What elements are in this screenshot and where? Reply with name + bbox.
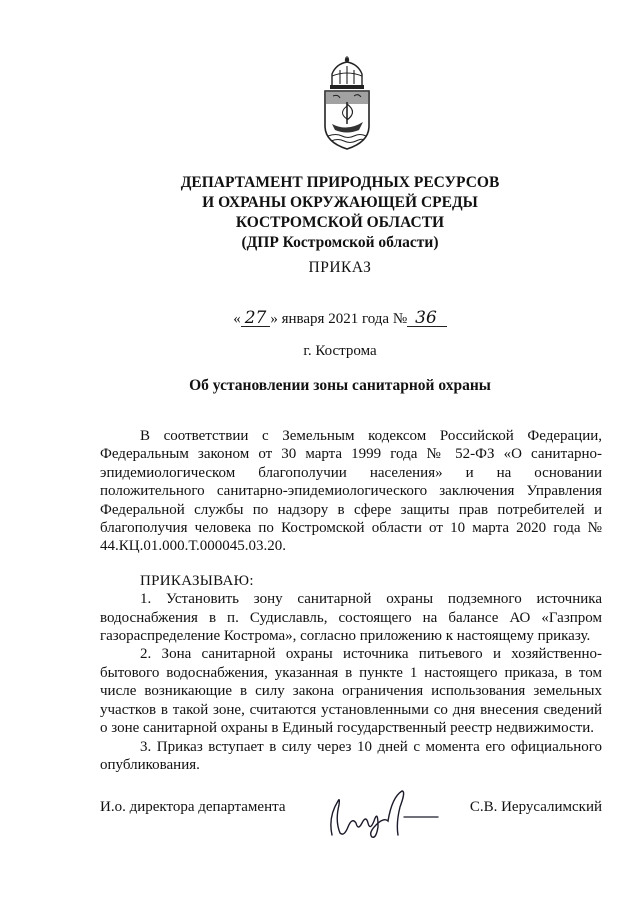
handwritten-day: 27 (241, 310, 271, 327)
open-quote: « (233, 311, 241, 327)
handwritten-order-number: 36 (407, 310, 447, 327)
organization-line-3: КОСТРОМСКОЙ ОБЛАСТИ (235, 214, 445, 231)
signatory-position: И.о. директора департамента (100, 799, 286, 815)
preamble-paragraph: В соответствии с Земельным кодексом Российской Федерации, Федеральным законом от 30 марта 1999 года № 52-ФЗ «О санитарно-эпидемиологическом благополучии населения» и на основании положительного санитарно-эпидемиологического заключения Управления Федеральной службы по надзору в сфере защиты прав потребителей и благополучия человека по Костромской области от 10 марта 2020 года № 44.КЦ.01.000.Т.000045.03.20. (100, 428, 602, 555)
order-item-1: 1. Установить зону санитарной охраны подземного источника водоснабжения в п. Судиславль, состоящего на балансе АО «Газпром газораспределение Кострома», согласно приложению к настоящему приказу. (100, 591, 602, 645)
order-body (100, 427, 602, 774)
date-text: » января 2021 года № (270, 311, 408, 327)
date-and-number-line (90, 310, 590, 328)
organization-line-2: И ОХРАНЫ ОКРУЖАЮЩЕЙ СРЕДЫ (202, 194, 478, 211)
order-item-2: 2. Зона санитарной охраны источника питьевого и хозяйственно-бытового водоснабжения, указанная в пункте 1 настоящего приказа, в том числе возникающие в силу закона ограничения использования земельных участков в такой зоне, считаются установленными со дня внесения сведений о зоне санитарной охраны в Единый государственный реестр недвижимости. (100, 646, 602, 737)
signature-block (100, 793, 602, 843)
document-type: ПРИКАЗ (308, 259, 372, 276)
handwritten-signature-icon (318, 787, 448, 841)
coat-of-arms-icon (318, 56, 376, 152)
organization-header (90, 173, 590, 253)
order-subject: Об установлении зоны санитарной охраны (189, 377, 491, 394)
organization-short-name: (ДПР Костромской области) (241, 234, 439, 251)
organization-line-1: ДЕПАРТАМЕНТ ПРИРОДНЫХ РЕСУРСОВ (180, 174, 500, 191)
signatory-name: С.В. Иерусалимский (469, 799, 602, 815)
order-word: ПРИКАЗЫВАЮ: (140, 572, 254, 589)
order-item-3: 3. Приказ вступает в силу через 10 дней с момента его официального опубликования. (100, 738, 602, 773)
city: г. Кострома (303, 343, 377, 359)
